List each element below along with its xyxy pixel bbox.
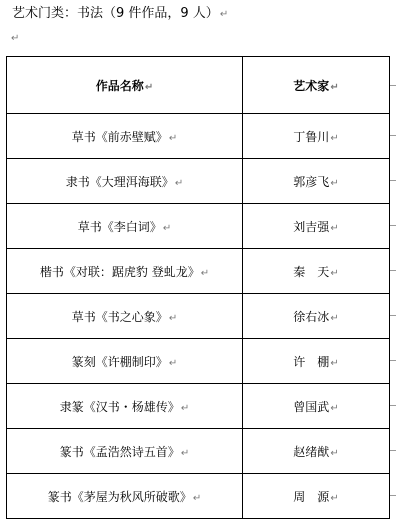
- artwork-name-cell: 隶篆《汉书・杨雄传》↵: [7, 384, 243, 429]
- row-end-mark-icon: [390, 450, 396, 451]
- artist-cell: 秦 天↵: [243, 249, 390, 294]
- artwork-name-cell: 篆书《茅屋为秋风所破歌》↵: [7, 474, 243, 519]
- cell-end-mark-icon: ↵: [168, 132, 178, 144]
- row-end-mark-icon: [390, 495, 396, 496]
- header-artist: 艺术家↵: [243, 57, 390, 114]
- table-header-row: [7, 57, 390, 114]
- table-row: [7, 249, 390, 294]
- empty-paragraph-mark-icon: ↵: [11, 33, 20, 44]
- row-end-mark-icon: [390, 405, 396, 406]
- cell-end-mark-icon: ↵: [330, 132, 339, 144]
- artist-cell: 郭彦飞↵: [243, 159, 390, 204]
- table-row: [7, 204, 390, 249]
- paragraph-mark-icon: ↵: [219, 9, 229, 20]
- cell-end-mark-icon: ↵: [330, 177, 339, 189]
- table-row: [7, 114, 390, 159]
- table-row: [7, 474, 390, 519]
- cell-end-mark-icon: ↵: [330, 357, 339, 369]
- cell-end-mark-icon: ↵: [174, 177, 184, 189]
- artwork-name-cell: 篆书《孟浩然诗五首》↵: [7, 429, 243, 474]
- artist-cell: 曾国武↵: [243, 384, 390, 429]
- row-end-mark-icon: [390, 225, 396, 226]
- row-end-mark-icon: [390, 180, 396, 181]
- header-artwork-name: 作品名称↵: [7, 57, 243, 114]
- cell-end-mark-icon: ↵: [144, 81, 154, 93]
- cell-end-mark-icon: ↵: [180, 402, 190, 414]
- cell-end-mark-icon: ↵: [180, 447, 190, 459]
- artwork-name-cell: 隶书《大理洱海联》↵: [7, 159, 243, 204]
- cell-end-mark-icon: ↵: [168, 357, 178, 369]
- artist-cell: 徐右冰↵: [243, 294, 390, 339]
- artwork-name-cell: 草书《李白词》↵: [7, 204, 243, 249]
- cell-end-mark-icon: ↵: [330, 492, 339, 504]
- table-row: [7, 294, 390, 339]
- row-end-mark-icon: [390, 315, 396, 316]
- cell-end-mark-icon: ↵: [330, 222, 339, 234]
- row-end-mark-icon: [390, 270, 396, 271]
- cell-end-mark-icon: ↵: [200, 267, 210, 279]
- artist-cell: 刘吉强↵: [243, 204, 390, 249]
- cell-end-mark-icon: ↵: [168, 312, 178, 324]
- artworks-table: [6, 56, 390, 519]
- document-heading: [12, 5, 228, 24]
- cell-end-mark-icon: ↵: [330, 402, 339, 414]
- artist-cell: 赵绪猷↵: [243, 429, 390, 474]
- table-row: [7, 384, 390, 429]
- row-end-mark-icon: [390, 85, 396, 86]
- row-end-mark-icon: [390, 135, 396, 136]
- artwork-name-cell: 草书《书之心象》↵: [7, 294, 243, 339]
- artwork-name-cell: 篆刻《许棚制印》↵: [7, 339, 243, 384]
- artwork-name-cell: 草书《前赤壁赋》↵: [7, 114, 243, 159]
- table-row: [7, 339, 390, 384]
- cell-end-mark-icon: ↵: [330, 312, 339, 324]
- cell-end-mark-icon: ↵: [330, 81, 339, 93]
- artist-cell: 周 源↵: [243, 474, 390, 519]
- table-row: [7, 159, 390, 204]
- artist-cell: 许 棚↵: [243, 339, 390, 384]
- cell-end-mark-icon: ↵: [162, 222, 172, 234]
- artist-cell: 丁鲁川↵: [243, 114, 390, 159]
- cell-end-mark-icon: ↵: [330, 267, 339, 279]
- table-row: [7, 429, 390, 474]
- cell-end-mark-icon: ↵: [330, 447, 339, 459]
- cell-end-mark-icon: ↵: [192, 492, 202, 504]
- artwork-name-cell: 楷书《对联：踞虎豹 登虬龙》↵: [7, 249, 243, 294]
- heading-text: 艺术门类：书法（9 件作品，9 人）: [12, 6, 219, 21]
- row-end-mark-icon: [390, 360, 396, 361]
